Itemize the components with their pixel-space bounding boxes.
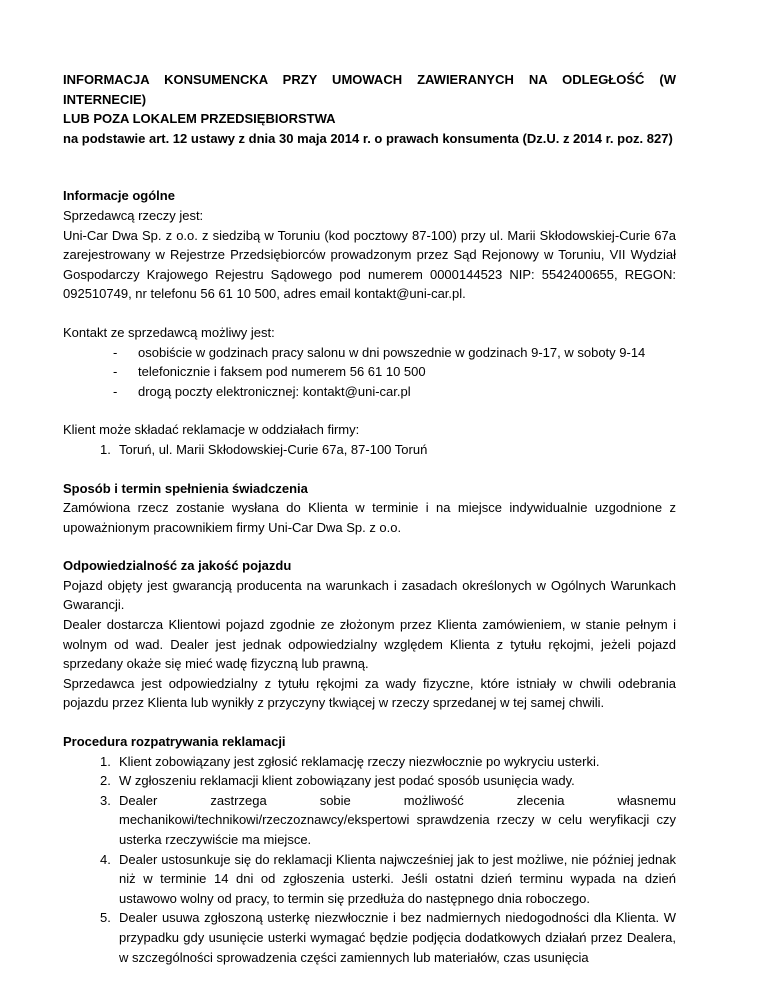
contact-intro: Kontakt ze sprzedawcą możliwy jest: <box>63 324 275 340</box>
section-heading-delivery: Sposób i termin spełnienia świadczenia <box>63 480 308 496</box>
liability-paragraph-1: Pojazd objęty jest gwarancją producenta na warunkach i zasadach określonych w Ogólnych Warunkach Gwarancji. <box>63 577 676 613</box>
complaints-intro: Klient może składać reklamacje w oddziałach firmy: <box>63 422 360 438</box>
section-procedure <box>63 732 676 967</box>
liability-paragraph-2: Dealer dostarcza Klientowi pojazd zgodnie ze złożonym przez Klienta zamówieniem, w stanie pełnym i wolnym od wad. Dealer jest jednak odpowiedzialny względem Klienta z tytułu rękojmi, jeżeli pojazd sprzedany okaże się mieć wadę fizyczną lub prawną. <box>63 617 676 672</box>
procedure-list <box>63 752 676 968</box>
list-item: - telefonicznie i faksem pod numerem 56 61 10 500 <box>113 364 426 380</box>
seller-intro: Sprzedawcą rzeczy jest: <box>63 207 204 223</box>
list-item: 1. Klient zobowiązany jest zgłosić reklamację rzeczy niezwłocznie po wykryciu usterki. <box>100 753 600 769</box>
liability-paragraph-3: Sprzedawca jest odpowiedzialny z tytułu rękojmi za wady fizyczne, które istniały w chwili odebrania pojazdu przez Klienta lub wynikły z przyczyny tkwiącej w rzeczy sprzedanej w tej samej chwili. <box>63 675 676 711</box>
list-item: 1. Toruń, ul. Marii Skłodowskiej-Curie 67a, 87-100 Toruń <box>100 441 428 457</box>
contact-list <box>63 343 676 402</box>
list-item: - osobiście w godzinach pracy salonu w dni powszednie w godzinach 9-17, w soboty 9-14 <box>113 344 646 360</box>
title-line-3: na podstawie art. 12 ustawy z dnia 30 maja 2014 r. o prawach konsumenta (Dz.U. z 2014 r. poz. 827) <box>63 130 673 146</box>
branch-list <box>63 440 676 460</box>
section-heading-liability: Odpowiedzialność za jakość pojazdu <box>63 558 292 574</box>
section-delivery <box>63 479 676 538</box>
list-item: 3. Dealer zastrzega sobie możliwość zlecenia własnemu mechanikowi/technikowi/rzeczoznawcy/ekspertowi sprawdzenia rzeczy w celu weryfikacji czy usterka rzeczywiście ma miejsce. <box>100 792 676 847</box>
list-item: 2. W zgłoszeniu reklamacji klient zobowiązany jest podać sposób usunięcia wady. <box>100 773 575 789</box>
section-general <box>63 186 676 459</box>
list-item: 5. Dealer usuwa zgłoszoną usterkę niezwłocznie i bez nadmiernych niedogodności dla Klienta. W przypadku gdy usunięcie usterki wymagać będzie podjęcia dodatkowych działań przez Dealera, w szczególności sprowadzenia części zamiennych lub materiałów, czas usunięcia <box>100 910 676 965</box>
title-line-1: INFORMACJA KONSUMENCKA PRZY UMOWACH ZAWIERANYCH NA ODLEGŁOŚĆ (W INTERNECIE) <box>63 72 676 107</box>
section-liability <box>63 556 676 713</box>
title-line-2: LUB POZA LOKALEM PRZEDSIĘBIORSTWA <box>63 111 336 127</box>
list-item: - drogą poczty elektronicznej: kontakt@uni-car.pl <box>113 383 411 399</box>
delivery-text: Zamówiona rzecz zostanie wysłana do Klienta w terminie i na miejsce indywidualnie uzgodnione z upoważnionym pracownikiem firmy Uni-Car Dwa Sp. z o.o. <box>63 500 676 535</box>
seller-details: Uni-Car Dwa Sp. z o.o. z siedzibą w Toruniu (kod pocztowy 87-100) przy ul. Marii Skłodowskiej-Curie 67a zarejestrowany w Rejestrze Przedsiębiorców prowadzonym przez Sąd Rejonowy w Toruniu, VII Wydział Gospodarczy Krajowego Rejestru Sądowego pod numerem 0000144523 NIP: 5542400655, REGON: 092510749, nr telefonu 56 61 10 500, adres email kontakt@uni-car.pl. <box>63 227 676 302</box>
section-heading-general: Informacje ogólne <box>63 188 175 204</box>
document-title <box>63 70 676 148</box>
section-heading-procedure: Procedura rozpatrywania reklamacji <box>63 734 286 750</box>
list-item: 4. Dealer ustosunkuje się do reklamacji Klienta najwcześniej jak to jest możliwe, nie później jednak niż w terminie 14 dni od zgłoszenia usterki. Jeśli ostatni dzień terminu wypada na dzień ustawowo wolny od pracy, to termin się przedłuża do następnego dnia roboczego. <box>100 851 676 906</box>
